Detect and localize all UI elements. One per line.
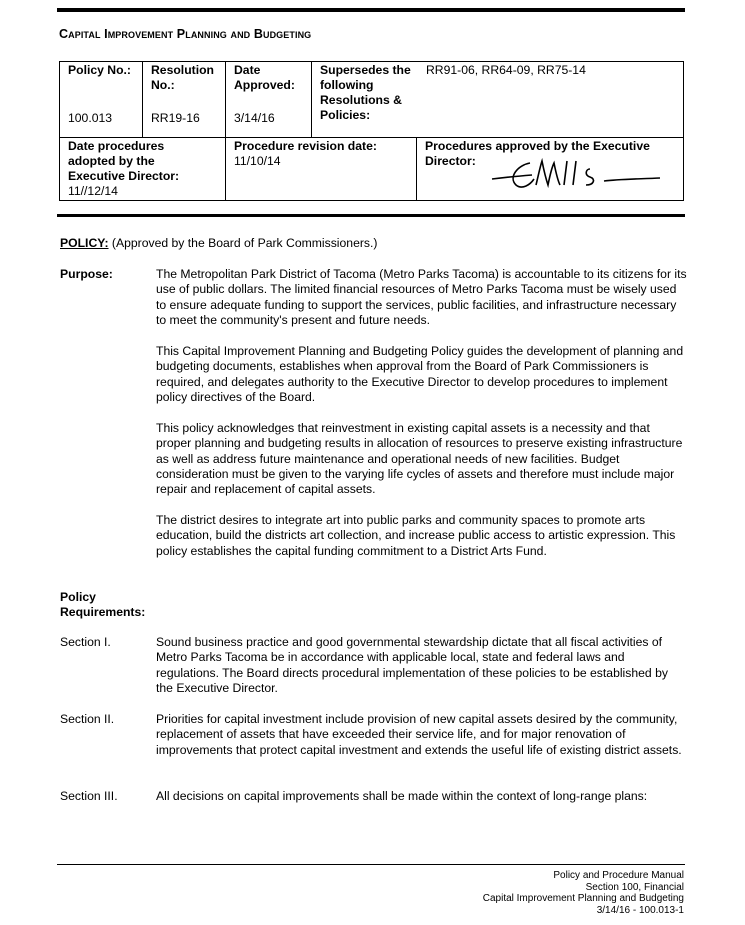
purpose-paragraph-1: The Metropolitan Park District of Tacoma (Metro Parks Tacoma) is accountable to its citizens for its use of public dollars. The limited financial resources of Metro Parks Tacoma must be wisely used to ensure adequate funding to support the services, public facilities, and infrastructure necessary to meet the community's present and future needs. bbox=[156, 267, 687, 327]
supersedes-value: RR91-06, RR64-09, RR75-14 bbox=[426, 63, 586, 77]
procedure-revision-label: Procedure revision date: bbox=[234, 139, 377, 153]
policy-no-label: Policy No.: bbox=[68, 63, 131, 77]
procedures-adopted-cell bbox=[60, 138, 226, 201]
page-footer bbox=[483, 870, 684, 916]
footer-section: Section 100, Financial bbox=[585, 881, 684, 893]
document-title: Capital Improvement Planning and Budgeting bbox=[59, 27, 312, 41]
section-3-text: All decisions on capital improvements shall be made within the context of long-range plans: bbox=[156, 789, 648, 803]
section-1-label: Section I. bbox=[60, 635, 111, 649]
section-3-label: Section III. bbox=[60, 789, 118, 803]
section-2-label: Section II. bbox=[60, 712, 115, 726]
procedure-revision-value: 11/10/14 bbox=[234, 154, 281, 168]
purpose-paragraph-3: This policy acknowledges that reinvestment in existing capital assets is a necessity and that proper planning and budgeting results in allocation of resources to preserve existing infrastructure as well as address future maintenance and operational needs of new facilities. Budget consideration must be given to the varying life cycles of assets and therefore must include major repair and replacement of capital assets. bbox=[156, 421, 683, 497]
policy-no-value: 100.013 bbox=[68, 111, 113, 125]
date-approved-value: 3/14/16 bbox=[234, 111, 275, 125]
date-approved-label: Date Approved: bbox=[234, 63, 295, 92]
footer-page-id: 3/14/16 - 100.013-1 bbox=[596, 904, 684, 916]
policy-requirements-label: Policy Requirements: bbox=[60, 590, 146, 620]
resolution-no-label: Resolution No.: bbox=[151, 63, 214, 92]
section-rule bbox=[57, 214, 685, 217]
procedures-adopted-label: Date procedures adopted by the Executive Director: bbox=[68, 139, 180, 183]
section-1-text: Sound business practice and good governmental stewardship dictate that all fiscal activities of Metro Parks Tacoma be in accordance with applicable local, state and federal laws and regulations. The Board directs procedural implementation of these policies to be established by the Executive Director. bbox=[156, 635, 668, 695]
policy-approved-by: (Approved by the Board of Park Commissioners.) bbox=[108, 236, 378, 250]
procedures-approved-label: Procedures approved by the Executive Director: bbox=[425, 139, 650, 168]
purpose-paragraph-4: The district desires to integrate art into public parks and community spaces to promote arts education, build the districts art collection, and increase public access to artistic expression. This policy establishes the capital funding commitment to a District Arts Fund. bbox=[156, 513, 676, 558]
supersedes-cell bbox=[312, 62, 684, 138]
purpose-label: Purpose: bbox=[60, 267, 113, 281]
footer-rule bbox=[57, 864, 685, 865]
executive-director-signature bbox=[490, 157, 665, 193]
procedures-adopted-value: 11//12/14 bbox=[68, 184, 118, 198]
date-approved-cell bbox=[226, 62, 312, 138]
resolution-no-cell bbox=[143, 62, 226, 138]
top-rule bbox=[57, 8, 685, 12]
procedure-revision-cell bbox=[226, 138, 417, 201]
section-2-text: Priorities for capital investment include provision of new capital assets desired by the community, replacement of assets that have exceeded their service life, and for major renovation of improvements that protect capital investment and extends the useful life of existing district assets. bbox=[156, 712, 682, 757]
policy-heading: POLICY: bbox=[60, 236, 109, 250]
policy-no-cell bbox=[60, 62, 143, 138]
resolution-no-value: RR19-16 bbox=[151, 111, 200, 125]
purpose-paragraph-2: This Capital Improvement Planning and Budgeting Policy guides the development of planning and budgeting documents, establishes when approval from the Board of Park Commissioners is required, and delegates authority to the Executive Director to develop procedures to implement policy directives of the Board. bbox=[156, 344, 684, 404]
supersedes-label: Supersedes the following Resolutions & Policies: bbox=[320, 63, 411, 122]
footer-manual: Policy and Procedure Manual bbox=[553, 870, 684, 881]
policy-line bbox=[60, 236, 377, 250]
footer-policy-title: Capital Improvement Planning and Budgeting bbox=[482, 893, 684, 904]
